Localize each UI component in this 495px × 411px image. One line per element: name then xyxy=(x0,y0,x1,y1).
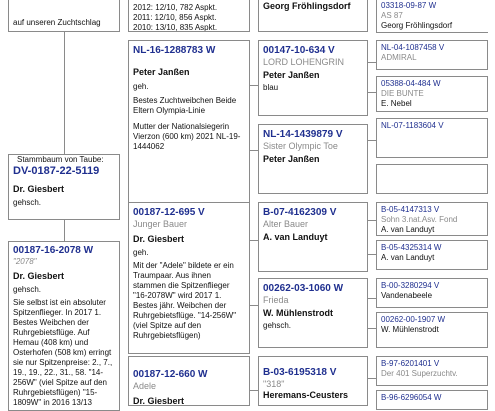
granddam-box-2 xyxy=(258,278,368,348)
c5-name: "318" xyxy=(263,379,285,389)
gg-box-6 xyxy=(376,278,488,308)
gg-box-9 xyxy=(376,390,488,410)
gg-box-0 xyxy=(376,0,488,33)
subject-owner: Dr. Giesbert xyxy=(13,184,65,194)
connector xyxy=(368,254,376,255)
connector xyxy=(368,298,376,299)
grandsire-box-3 xyxy=(258,356,368,406)
c2-name: Sister Olympic Toe xyxy=(263,141,338,151)
d2-name: DIE BUNTE xyxy=(381,89,424,98)
b3-ring: 00187-12-660 W xyxy=(133,369,208,380)
gg-box-4 xyxy=(376,202,488,236)
c3-owner: A. van Landuyt xyxy=(263,232,328,242)
connector xyxy=(250,150,258,151)
c1-ring: 00147-10-634 V xyxy=(263,45,335,56)
gg-box-1 xyxy=(376,40,488,70)
d4-ring: B-05-4147313 V xyxy=(381,205,440,214)
sire-line-box-1 xyxy=(128,40,250,204)
b3-owner: Dr. Giesbert xyxy=(133,396,185,406)
d0-name: AS 87 xyxy=(381,11,403,20)
d8-name: Der 401 Superzuchtv. xyxy=(381,369,458,378)
connector xyxy=(250,305,258,306)
c4-sex: gehsch. xyxy=(263,321,292,330)
granddam-box-1 xyxy=(258,124,368,194)
c3-name: Alter Bauer xyxy=(263,219,309,229)
gg-box-8 xyxy=(376,356,488,386)
connector xyxy=(250,240,258,241)
connector xyxy=(368,328,376,329)
d2-ring: 05388-04-484 W xyxy=(381,79,441,88)
b1-sex: geh. xyxy=(133,82,149,91)
top-left-text: auf unseren Zuchtschlag xyxy=(13,18,101,27)
d0-owner: Georg Fröhlingsdorf xyxy=(381,21,453,30)
connector xyxy=(368,220,376,221)
b1-ring: NL-16-1288783 W xyxy=(133,45,216,56)
subject-label: Stammbaum von Taube: xyxy=(17,155,104,164)
d0-ring: 03318-09-87 W xyxy=(381,1,437,10)
gg-box-5 xyxy=(376,240,488,270)
sire-line-box-2 xyxy=(128,202,250,354)
c4-name: Frieda xyxy=(263,295,289,305)
d7-owner: W. Mühlenstrodt xyxy=(381,325,439,334)
connector xyxy=(250,390,258,391)
top-mid-fragment xyxy=(128,0,250,32)
d4-name: Sohn 3.nat.Asv. Fond xyxy=(381,215,458,224)
b2-name: Junger Bauer xyxy=(133,219,188,229)
b1-text1: Bestes Zuchtweibchen Beide Eltern Olympia-Linie xyxy=(133,96,237,115)
gg-box-3b xyxy=(376,164,488,194)
d9-ring: B-96-6296054 W xyxy=(381,393,442,402)
connector xyxy=(250,85,258,86)
c5-ring: B-03-6195318 V xyxy=(263,367,337,378)
c4-owner: W. Mühlenstrodt xyxy=(263,308,333,318)
connector xyxy=(368,92,376,93)
d5-owner: A. van Landuyt xyxy=(381,253,435,262)
connector xyxy=(64,220,65,241)
b2-owner: Dr. Giesbert xyxy=(133,234,185,244)
top-left-fragment xyxy=(8,0,120,32)
b1-text2: Mutter der Nationalsiegerin Vierzon (600 km) 2021 NL-19-1444062 xyxy=(133,122,241,151)
parent-box xyxy=(8,241,120,411)
c1-name: LORD LOHENGRIN xyxy=(263,57,345,67)
parent-text: Sie selbst ist ein absoluter Spitzenflieger. In 2017 1. Bestes Weibchen der Ruhrgebietsflüge. Auf Hemau (408 km) und Osterhofen (508 km) erringt sie nur Spitzenpreise: 2., 7., 19., 19., 22., 31., 58. "14-256W" (viel Spitze auf den Ruhrgebietsflügen) "15-1809W" in 2016 13/13 xyxy=(13,298,113,407)
b2-text: Mit der "Adele" bildete er ein Traumpaar. Aus ihnen stammen die Spitzenflieger "16-2078W" wird 2017 1. Bestes jähr. Weibchen der Ruhrgebietsflüge. "14-256W" (viel Spitze auf den Ruhrgebietsflügen) xyxy=(133,261,237,340)
d6-owner: Vandenabeele xyxy=(381,291,433,300)
grandsire-box-2 xyxy=(258,202,368,272)
top-result-3: 2010: 13/10, 835 Aspkt. xyxy=(133,23,218,32)
d7-ring: 00262-00-1907 W xyxy=(381,315,446,324)
d3-ring: NL-07-1183604 V xyxy=(381,121,444,130)
connector xyxy=(368,378,376,379)
subject-ring: DV-0187-22-5119 xyxy=(13,165,100,177)
top-c3-fragment xyxy=(258,0,368,32)
c5-owner: Heremans-Ceusters xyxy=(263,390,349,400)
c3-ring: B-07-4162309 V xyxy=(263,207,337,218)
parent-ring: 00187-16-2078 W xyxy=(13,245,94,256)
connector xyxy=(368,62,376,63)
d6-ring: B-00-3280294 V xyxy=(381,281,440,290)
d1-ring: NL-04-1087458 V xyxy=(381,43,445,52)
d8-ring: B-97-6201401 V xyxy=(381,359,440,368)
d2-owner: E. Nebel xyxy=(381,99,412,108)
parent-owner: Dr. Giesbert xyxy=(13,271,65,281)
grandsire-box-1 xyxy=(258,40,368,116)
b2-sex: geh. xyxy=(133,248,149,257)
top-result-1: 2012: 12/10, 782 Aspkt. xyxy=(133,3,218,12)
connector xyxy=(368,140,376,141)
parent-name: "2078" xyxy=(13,257,37,266)
gg-box-7 xyxy=(376,312,488,348)
c2-ring: NL-14-1439879 V xyxy=(263,129,343,140)
c1-owner: Peter Janßen xyxy=(263,70,320,80)
d4-owner: A. van Landuyt xyxy=(381,225,435,234)
c2-owner: Peter Janßen xyxy=(263,154,320,164)
b1-owner: Peter Janßen xyxy=(133,67,190,77)
dam-line-box xyxy=(128,356,250,406)
c1-color: blau xyxy=(263,83,279,92)
gg-box-2 xyxy=(376,76,488,112)
subject-sex: gehsch. xyxy=(13,198,42,207)
connector xyxy=(64,32,65,154)
b2-ring: 00187-12-695 V xyxy=(133,207,205,218)
top-c3-owner: Georg Fröhlingsdorf xyxy=(263,1,351,11)
gg-box-3 xyxy=(376,118,488,158)
top-result-2: 2011: 12/10, 856 Aspkt. xyxy=(133,13,217,22)
d5-ring: B-05-4325314 W xyxy=(381,243,442,252)
c4-ring: 00262-03-1060 W xyxy=(263,283,344,294)
parent-sex: gehsch. xyxy=(13,285,42,294)
b3-name: Adele xyxy=(133,381,157,391)
d1-name: ADMIRAL xyxy=(381,53,417,62)
subject-pigeon-box xyxy=(8,154,120,220)
